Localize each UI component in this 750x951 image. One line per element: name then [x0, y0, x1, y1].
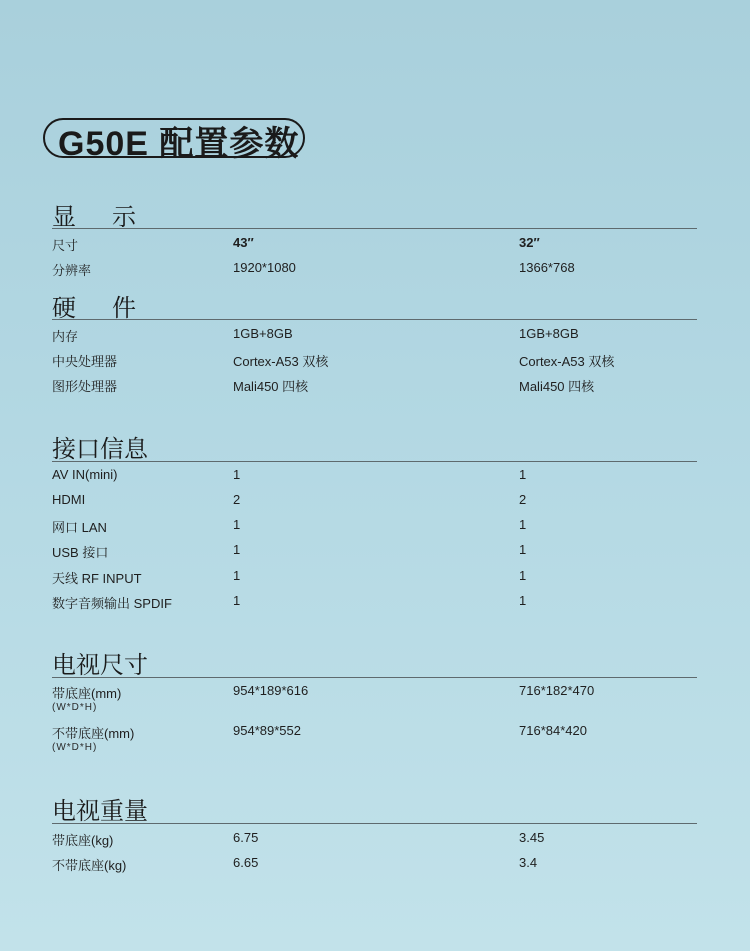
spec-value-32: 3.4: [519, 855, 538, 870]
spec-value-32: 716*182*470: [519, 683, 595, 698]
divider: [52, 677, 697, 678]
spec-value-32: 716*84*420: [519, 723, 587, 738]
spec-label: 中央处理器: [52, 354, 118, 369]
spec-value-32: Cortex-A53 双核: [519, 354, 615, 369]
spec-label: AV IN(mini): [52, 467, 118, 482]
divider: [52, 228, 697, 229]
spec-label: 不带底座(kg): [52, 858, 127, 873]
spec-label: 天线 RF INPUT: [52, 571, 142, 586]
section-title-ports: 接口信息: [52, 436, 148, 463]
spec-value-32: 32″: [519, 235, 540, 250]
section-title-weight: 电视重量: [52, 798, 148, 825]
spec-value-43: 6.75: [233, 830, 259, 845]
spec-value-32: 3.45: [519, 830, 545, 845]
spec-label: USB 接口: [52, 545, 109, 560]
spec-label: 带底座(kg): [52, 833, 114, 848]
spec-label: 带底座(mm): [52, 686, 122, 701]
spec-label: 不带底座(mm): [52, 726, 135, 741]
spec-value-32: 2: [519, 492, 527, 507]
spec-value-43: Cortex-A53 双核: [233, 354, 329, 369]
divider: [52, 461, 697, 462]
divider: [52, 823, 697, 824]
section-title-hardware: 硬件: [52, 295, 172, 322]
spec-value-43: Mali450 四核: [233, 379, 309, 394]
spec-value-32: 1: [519, 568, 527, 583]
section-title-dimensions: 电视尺寸: [52, 652, 148, 679]
spec-value-43: 6.65: [233, 855, 259, 870]
spec-value-43: 1: [233, 542, 241, 557]
spec-label: HDMI: [52, 492, 86, 507]
spec-label: 网口 LAN: [52, 520, 107, 535]
divider: [52, 319, 697, 320]
spec-label: 分辨率: [52, 263, 92, 278]
spec-value-43: 2: [233, 492, 241, 507]
section-title-display: 显示: [52, 204, 172, 231]
spec-value-43: 1: [233, 517, 241, 532]
spec-label: 图形处理器: [52, 379, 118, 394]
spec-value-43: 43″: [233, 235, 254, 250]
spec-value-32: 1: [519, 467, 527, 482]
spec-value-43: 954*189*616: [233, 683, 309, 698]
spec-value-32: Mali450 四核: [519, 379, 595, 394]
spec-value-43: 1: [233, 568, 241, 583]
spec-value-43: 1: [233, 593, 241, 608]
spec-label: 数字音频输出 SPDIF: [52, 596, 172, 611]
spec-value-43: 1920*1080: [233, 260, 296, 275]
spec-value-32: 1: [519, 517, 527, 532]
spec-value-32: 1: [519, 542, 527, 557]
spec-value-32: 1: [519, 593, 527, 608]
spec-label: 尺寸: [52, 238, 79, 253]
spec-value-43: 1GB+8GB: [233, 326, 293, 341]
spec-sublabel: (W*D*H): [52, 702, 98, 713]
spec-value-32: 1366*768: [519, 260, 575, 275]
spec-value-32: 1GB+8GB: [519, 326, 579, 341]
spec-value-43: 954*89*552: [233, 723, 301, 738]
spec-label: 内存: [52, 329, 79, 344]
spec-sublabel: (W*D*H): [52, 742, 98, 753]
page-title: G50E 配置参数: [58, 125, 300, 163]
spec-value-43: 1: [233, 467, 241, 482]
